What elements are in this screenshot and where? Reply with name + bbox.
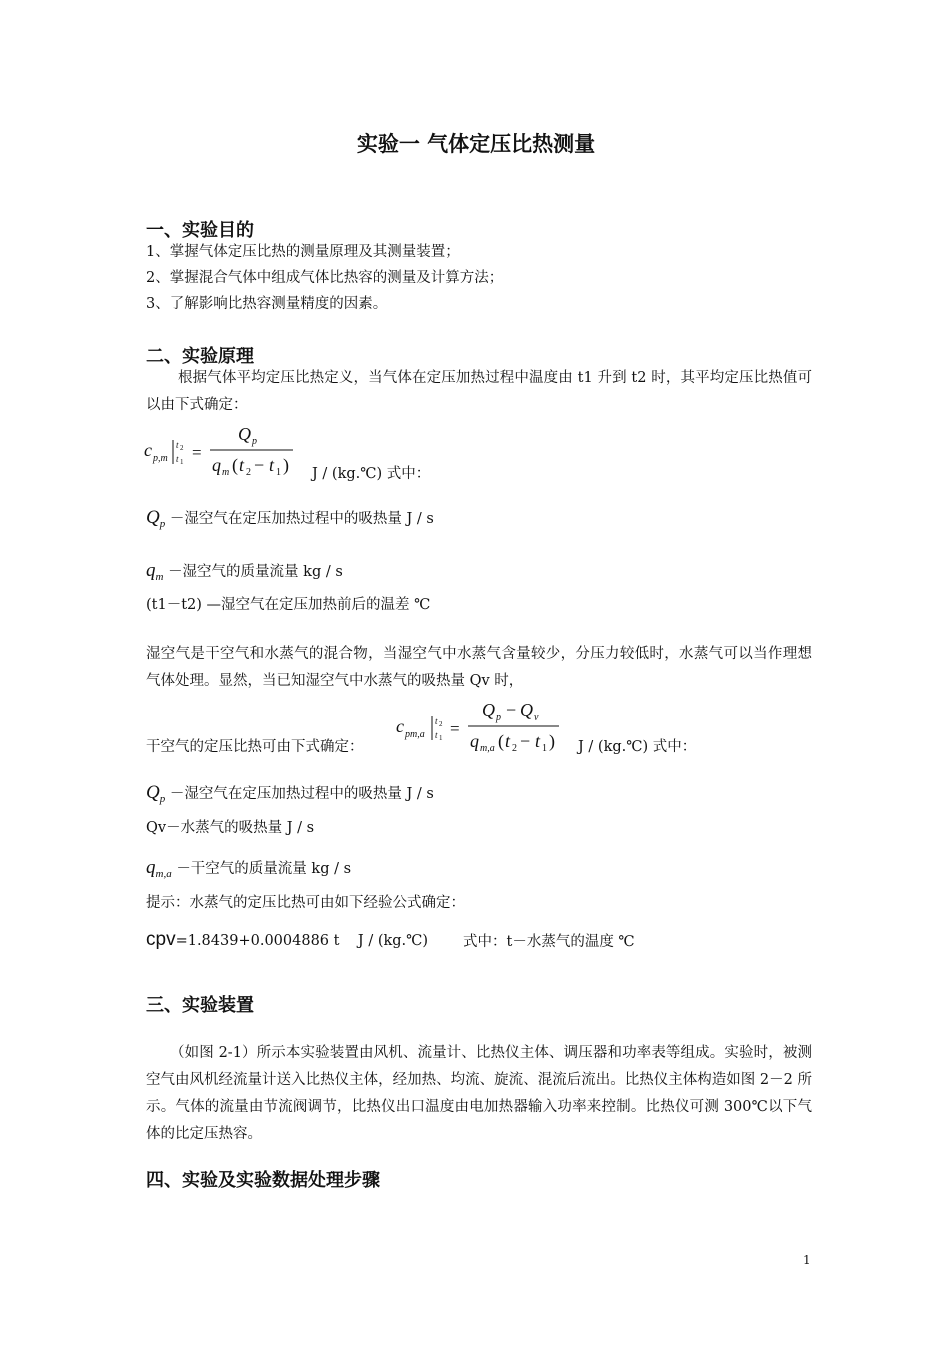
svg-text:p: p <box>496 712 501 723</box>
formula-mean-specific-heat <box>140 418 305 484</box>
formula2-unit: J / (kg.℃) 式中： <box>578 739 697 755</box>
hint-text: 提示：水蒸气的定压比热可由如下经验公式确定： <box>146 895 465 911</box>
svg-text:(: ( <box>498 731 504 751</box>
svg-text:q: q <box>470 731 479 751</box>
cpv-label: cpv <box>146 929 176 950</box>
page-number: 1 <box>803 1253 811 1267</box>
def-qma-text: －干空气的质量流量 kg / s <box>176 861 352 877</box>
svg-text:t: t <box>435 730 438 740</box>
svg-text:m: m <box>222 467 230 478</box>
section-heading-procedure: 四、实验及实验数据处理步骤 <box>146 1170 380 1191</box>
def-qma: $q_{m,a}$ －干空气的质量流量 kg / s <box>146 857 352 880</box>
principle-intro: 根据气体平均定压比热定义，当气体在定压加热过程中温度由 t1 升到 t2 时，其平均定压比热值可以由下式确定： <box>146 370 812 413</box>
svg-text:p: p <box>252 436 257 447</box>
def-qm: $q_m$ －湿空气的质量流量 kg / s <box>146 560 343 583</box>
svg-text:t: t <box>176 440 179 450</box>
objective-item-2: 2、掌握混合气体中组成气体比热容的测量及计算方法； <box>146 270 504 286</box>
def-qv: Qv－水蒸气的吸热量 J / s <box>146 820 315 836</box>
def-qm-text: －湿空气的质量流量 kg / s <box>168 564 343 580</box>
svg-text:q: q <box>212 455 221 475</box>
svg-text:(: ( <box>232 455 238 475</box>
objective-item-1: 1、掌握气体定压比热的测量原理及其测量装置； <box>146 244 460 260</box>
formula-dry-air-specific-heat <box>392 694 570 760</box>
svg-text:2: 2 <box>512 743 517 754</box>
svg-text:t: t <box>176 454 179 464</box>
svg-text:Q: Q <box>482 700 495 720</box>
page-title: 实验一 气体定压比热测量 <box>356 132 596 156</box>
def-qp-2-text: －湿空气在定压加热过程中的吸热量 J / s <box>169 786 434 802</box>
formula2-lead: 干空气的定压比热可由下式确定： <box>146 739 364 755</box>
def-temp-diff: (t1－t2) —湿空气在定压加热前后的温差 ℃ <box>146 597 431 613</box>
section-heading-apparatus: 三、实验装置 <box>146 995 254 1016</box>
svg-text:1: 1 <box>276 467 281 478</box>
svg-text:−: − <box>254 455 265 475</box>
svg-text:t: t <box>269 455 275 475</box>
svg-text:=: = <box>450 719 460 738</box>
svg-text:m,a: m,a <box>480 743 495 754</box>
svg-text:=: = <box>192 443 202 462</box>
svg-text:c: c <box>396 716 404 736</box>
svg-text:2: 2 <box>246 467 251 478</box>
svg-text:): ) <box>549 731 555 751</box>
formula1-unit: J / (kg.℃) 式中： <box>312 466 431 482</box>
svg-text:): ) <box>283 455 289 475</box>
svg-text:Q: Q <box>520 700 533 720</box>
svg-text:1: 1 <box>439 734 443 742</box>
def-qp-1: $Q_p$ －湿空气在定压加热过程中的吸热量 J / s <box>146 507 434 530</box>
svg-text:t: t <box>435 716 438 726</box>
moist-air-paragraph: 湿空气是干空气和水蒸气的混合物，当湿空气中水蒸气含量较少，分压力较低时，水蒸气可以当作理想气体处理。显然，当已知湿空气中水蒸气的吸热量 Qv 时， <box>146 646 812 689</box>
def-qp-1-text: －湿空气在定压加热过程中的吸热量 J / s <box>169 511 434 527</box>
svg-text:1: 1 <box>180 458 184 466</box>
svg-text:Q: Q <box>238 424 251 444</box>
svg-text:2: 2 <box>439 720 443 728</box>
cpv-formula: =1.8439+0.0004886 t J / (kg.℃) <box>175 933 429 949</box>
svg-text:1: 1 <box>542 743 547 754</box>
def-qp-2: $Q_p$ －湿空气在定压加热过程中的吸热量 J / s <box>146 782 434 805</box>
cpv-note: 式中：t－水蒸气的温度 ℃ <box>463 934 635 950</box>
svg-text:t: t <box>535 731 541 751</box>
cpv-formula-line <box>146 930 428 951</box>
objective-item-3: 3、了解影响比热容测量精度的因素。 <box>146 296 388 312</box>
svg-text:−: − <box>506 700 517 720</box>
svg-text:−: − <box>520 731 531 751</box>
svg-text:c: c <box>144 440 152 460</box>
svg-text:p,m: p,m <box>153 453 168 464</box>
svg-text:t: t <box>505 731 511 751</box>
section-heading-principle: 二、实验原理 <box>146 346 254 367</box>
section-heading-objective: 一、实验目的 <box>146 220 254 241</box>
svg-text:pm,a: pm,a <box>405 729 425 740</box>
svg-text:v: v <box>534 712 539 723</box>
svg-text:2: 2 <box>180 444 184 452</box>
apparatus-paragraph: （如图 2-1）所示本实验装置由风机、流量计、比热仪主体、调压器和功率表等组成。实验时，被测空气由风机经流量计送入比热仪主体，经加热、均流、旋流、混流后流出。比热仪主体构造如图 2－2 所示。气体的流量由节流阀调节，比热仪出口温度由电加热器输入功率来控制。比热仪可测 300℃以下气体的比定压热容。 <box>146 1045 812 1142</box>
svg-text:t: t <box>239 455 245 475</box>
